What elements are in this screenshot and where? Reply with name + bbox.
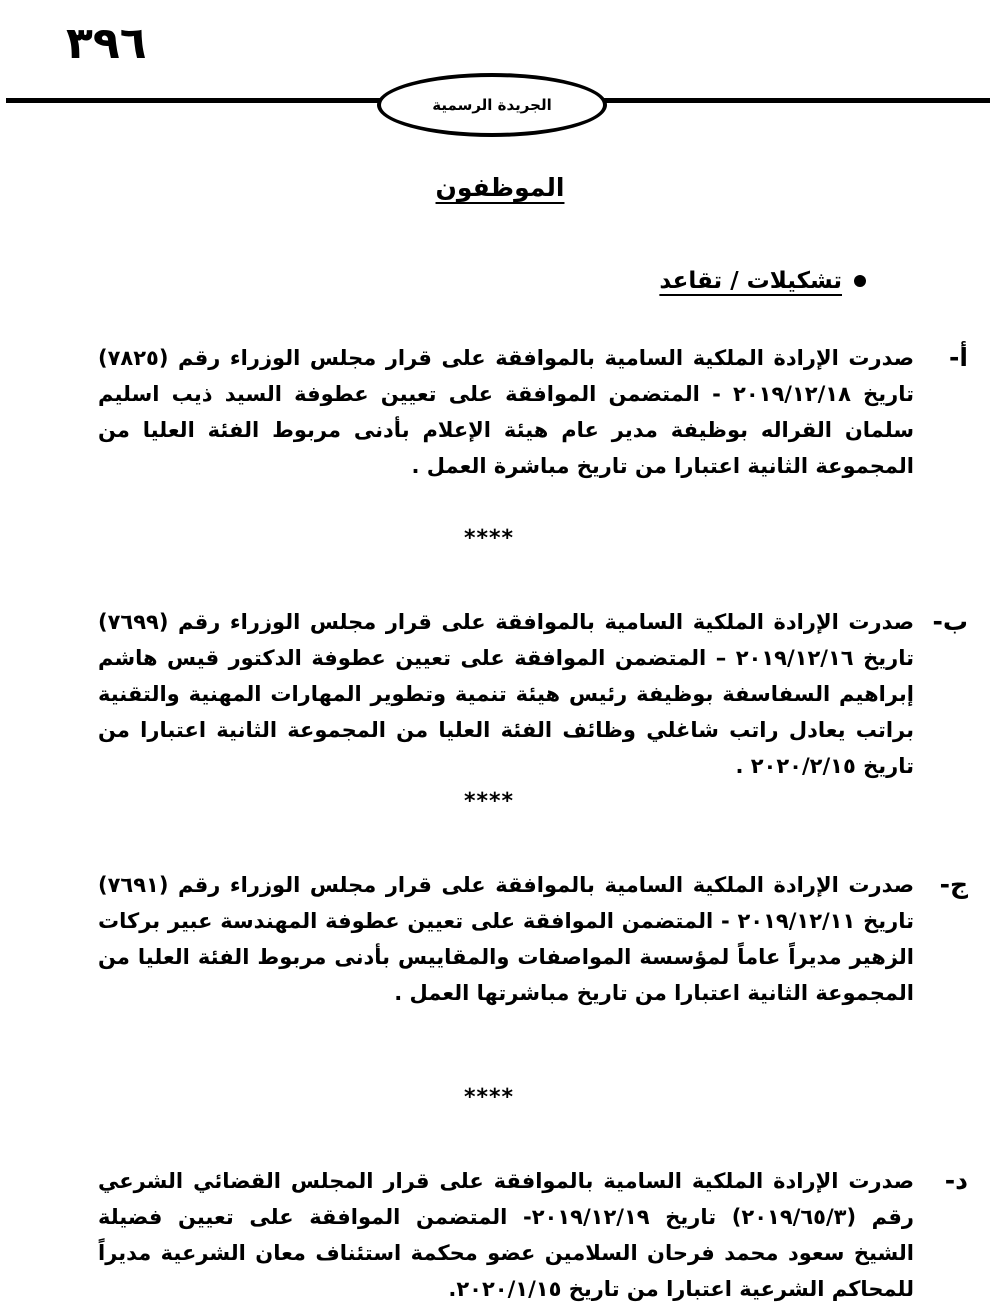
decree-item-c	[98, 867, 968, 1011]
item-text: صدرت الإرادة الملكية السامية بالموافقة على قرار مجلس الوزراء رقم (٧٦٩٩) تاريخ ٢٠١٩/١٢/١٦ – المتضمن الموافقة على تعيين عطوفة الدكتور قيس هاشم إبراهيم السفاسفة بوظيفة رئيس هيئة تنمية وتطوير المهارات المهنية والتقنية براتب يعادل راتب شاغلي وظائف الفئة العليا من المجموعة الثانية اعتبارا من تاريخ ٢٠٢٠/٢/١٥ .	[98, 610, 914, 778]
section-title-text: الموظفون	[435, 173, 565, 202]
subsection-label: تشكيلات / تقاعد	[659, 268, 842, 294]
bullet-icon	[854, 275, 866, 287]
separator: ****	[463, 526, 515, 551]
item-marker: د-	[944, 1166, 968, 1195]
item-text: صدرت الإرادة الملكية السامية بالموافقة على قرار مجلس الوزراء رقم (٧٨٢٥) تاريخ ٢٠١٩/١٢/١٨ - المتضمن الموافقة على تعيين عطوفة السيد ذيب اسليم سلمان القراله بوظيفة مدير عام هيئة الإعلام بأدنى مربوط الفئة العليا من المجموعة الثانية اعتبارا من تاريخ مباشرة العمل .	[98, 346, 914, 478]
item-text: صدرت الإرادة الملكية السامية بالموافقة على قرار مجلس الوزراء رقم (٧٦٩١) تاريخ ٢٠١٩/١٢/١١ - المتضمن الموافقة على تعيين عطوفة المهندسة عبير بركات الزهير مديراً عاماً لمؤسسة المواصفات والمقاييس بأدنى مربوط الفئة العليا من المجموعة الثانية اعتبارا من تاريخ مباشرتها العمل .	[98, 873, 914, 1005]
header-label: الجريدة الرسمية	[432, 96, 552, 114]
decree-item-d	[98, 1163, 968, 1307]
item-marker: ب-	[932, 607, 968, 636]
decree-item-b	[98, 604, 968, 784]
decree-item-a	[98, 340, 968, 484]
header-oval	[377, 73, 607, 137]
page-number: ٣٩٦	[66, 18, 147, 69]
item-marker: ج-	[939, 870, 968, 899]
section-title	[0, 173, 1000, 202]
separator: ****	[463, 1085, 515, 1110]
item-text: صدرت الإرادة الملكية السامية بالموافقة على قرار المجلس القضائي الشرعي رقم (٢٠١٩/٦٥/٣) تاريخ ٢٠١٩/١٢/١٩- المتضمن الموافقة على تعيين فضيلة الشيخ سعود محمد فرحان السلامين عضو محكمة استئناف معان الشرعية مديراً للمحاكم الشرعية اعتبارا من تاريخ ٢٠٢٠/١/١٥.	[98, 1169, 914, 1301]
separator: ****	[463, 789, 515, 814]
item-marker: أ-	[949, 343, 968, 372]
subsection-heading	[659, 268, 866, 294]
